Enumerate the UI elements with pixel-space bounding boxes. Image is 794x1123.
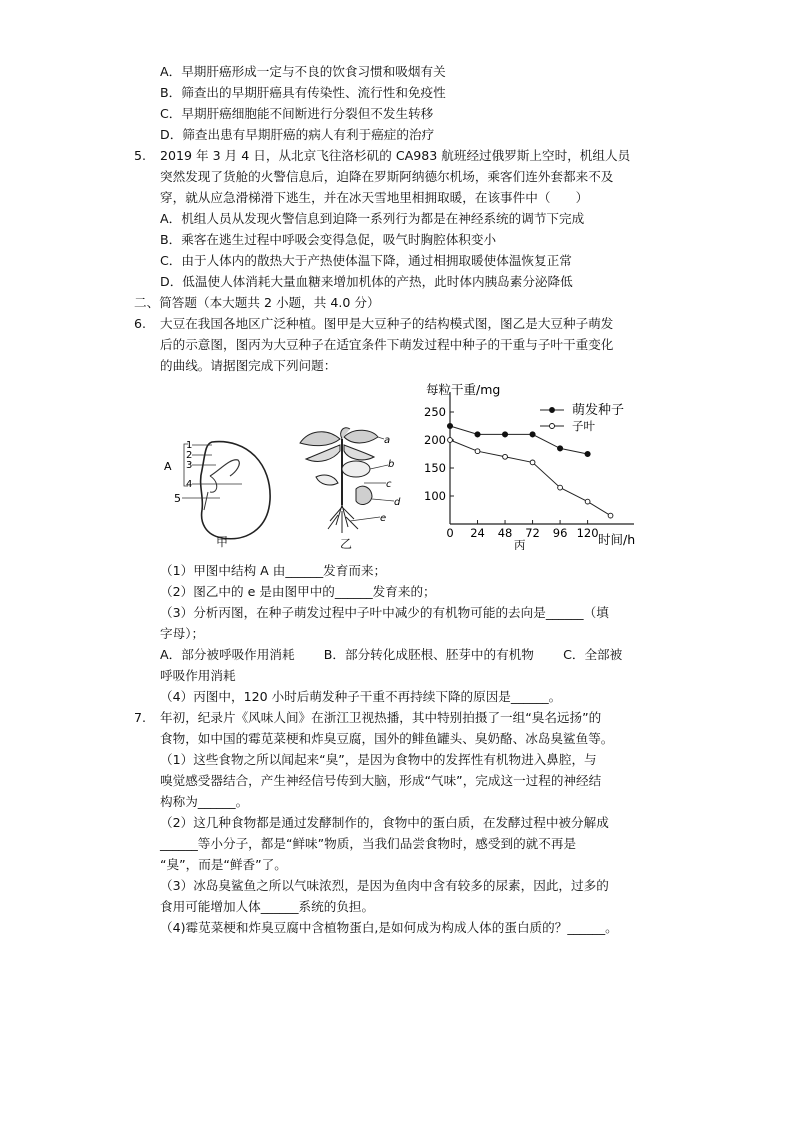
q5-option-c: C．由于人体内的散热大于产热使体温下降，通过相拥取暖使体温恢复正常 <box>160 253 572 268</box>
q6-part: （4）丙图中，120 小时后萌发种子干重不再持续下降的原因是______。 <box>160 689 562 704</box>
figure-jia-caption: 甲 <box>216 535 229 549</box>
q6-part: （2）图乙中的 e 是由图甲中的______发育来的； <box>160 584 436 599</box>
q5-option-b: B．乘客在逃生过程中呼吸会变得急促，吸气时胸腔体积变小 <box>160 232 497 247</box>
chart-legend-marker <box>550 408 555 413</box>
q7-part: （2）这几种食物都是通过发酵制作的，食物中的蛋白质，在发酵过程中被分解成 <box>160 815 609 830</box>
chart-y-tick-label: 200 <box>424 433 446 447</box>
q4-option-c: C．早期肝癌细胞能不间断进行分裂但不发生转移 <box>160 106 434 121</box>
chart-point-cotyledon <box>503 454 508 459</box>
q7-part: （3）冰岛臭鲨鱼之所以气味浓烈，是因为鱼肉中含有较多的尿素，因此，过多的 <box>160 878 609 893</box>
q7-part: 食用可能增加人体______系统的负担。 <box>160 899 375 914</box>
chart-x-tick-label: 48 <box>497 526 513 540</box>
chart-point-seed <box>475 432 480 437</box>
q7-part: “臭”，而是“鲜香”了。 <box>160 857 287 872</box>
chart-y-tick-label: 150 <box>424 461 446 475</box>
q6-part: 字母）； <box>160 626 205 641</box>
q5-stem-line: 突然发现了货舱的火警信息后，迫降在罗斯阿纳德尔机场，乘客们连外套都来不及 <box>160 169 614 184</box>
chart-x-tick-label: 72 <box>525 526 540 540</box>
chart-point-cotyledon <box>558 485 563 490</box>
q7-part: （4)霉苋菜梗和炸臭豆腐中含植物蛋白,是如何成为构成人体的蛋白质的？______。 <box>160 920 618 935</box>
q5-number: 5. <box>134 148 147 163</box>
chart-point-seed <box>447 423 452 428</box>
chart-x-tick-label: 0 <box>446 526 454 540</box>
chart-legend-label: 子叶 <box>572 419 595 433</box>
q7-part: 构称为______。 <box>160 794 249 809</box>
q6-part: （3）分析丙图，在种子萌发过程中子叶中减少的有机物可能的去向是______（填 <box>160 605 609 620</box>
q6-stem-line: 的曲线。请据图完成下列问题： <box>160 358 337 373</box>
q7-number: 7. <box>134 710 147 725</box>
chart-point-seed <box>557 446 562 451</box>
q7-part: ______等小分子，都是“鲜味”物质，当我们品尝食物时，感受到的就不再是 <box>160 836 577 851</box>
chart-point-cotyledon <box>585 499 590 504</box>
chart-ylabel: 每粒干重/mg <box>426 382 501 397</box>
figure-bing-chart <box>410 378 660 550</box>
q6-part-options: A．部分被呼吸作用消耗 B．部分转化成胚根、胚芽中的有机物 C．全部被 <box>160 647 623 662</box>
figure-jia-seed <box>150 430 280 550</box>
q4-option-a: A．早期肝癌形成一定与不良的饮食习惯和吸烟有关 <box>160 64 446 79</box>
q6-part: （1）甲图中结构 A 由______发育而来； <box>160 563 387 578</box>
section-title: 二、简答题（本大题共 2 小题，共 4.0 分） <box>134 295 380 310</box>
chart-point-seed <box>502 432 507 437</box>
chart-x-tick-label: 120 <box>576 526 599 540</box>
chart-point-cotyledon <box>475 449 480 454</box>
q6-stem-line: 后的示意图，图丙为大豆种子在适宜条件下萌发过程中种子的干重与子叶干重变化 <box>160 337 614 352</box>
chart-point-cotyledon <box>608 513 613 518</box>
chart-y-tick-label: 100 <box>424 489 446 503</box>
chart-point-cotyledon <box>448 438 453 443</box>
chart-legend-label: 萌发种子 <box>572 403 625 418</box>
chart-point-seed <box>530 432 535 437</box>
q5-stem-line: 穿，就从应急滑梯滑下逃生，并在冰天雪地里相拥取暖，在该事件中（ ） <box>160 190 589 205</box>
jia-label: 3 <box>186 460 193 471</box>
jia-label: 4 <box>186 479 193 490</box>
chart-caption: 丙 <box>514 538 526 550</box>
chart-series-line <box>450 426 588 454</box>
chart-point-seed <box>585 451 590 456</box>
chart-xlabel: 时间/h <box>598 532 636 547</box>
jia-label: 1 <box>186 440 193 451</box>
q7-stem-line: 年初，纪录片《风味人间》在浙江卫视热播，其中特别拍摄了一组“臭名远扬”的 <box>160 710 602 725</box>
chart-point-cotyledon <box>530 460 535 465</box>
yi-label: b <box>388 459 395 470</box>
q6-number: 6. <box>134 316 147 331</box>
jia-label-A: A <box>164 460 172 473</box>
chart-y-tick-label: 250 <box>424 405 446 419</box>
yi-label: a <box>384 435 391 446</box>
chart-x-tick-label: 96 <box>552 526 568 540</box>
q5-option-a: A．机组人员从发现火警信息到迫降一系列行为都是在神经系统的调节下完成 <box>160 211 585 226</box>
q4-option-d: D．筛查出患有早期肝癌的病人有利于癌症的治疗 <box>160 127 435 142</box>
yi-label: c <box>386 479 392 490</box>
q7-part: 嗅觉感受器结合，产生神经信号传到大脑，形成“气味”，完成这一过程的神经结 <box>160 773 602 788</box>
q5-stem-line: 2019 年 3 月 4 日，从北京飞往洛杉矶的 CA983 航班经过俄罗斯上空时，机组人员 <box>160 148 631 163</box>
chart-x-tick-label: 24 <box>470 526 485 540</box>
figure-yi-caption: 乙 <box>340 537 353 551</box>
q6-stem-line: 大豆在我国各地区广泛种植。图甲是大豆种子的结构模式图，图乙是大豆种子萌发 <box>160 316 614 331</box>
q4-option-b: B．筛查出的早期肝癌具有传染性、流行性和免疫性 <box>160 85 446 100</box>
jia-label: 5 <box>174 492 181 505</box>
jia-label: 2 <box>186 450 193 461</box>
yi-label: e <box>380 513 387 524</box>
figure-yi-seedling <box>280 425 410 545</box>
q7-part: （1）这些食物之所以闻起来“臭”，是因为食物中的发挥性有机物进入鼻腔，与 <box>160 752 597 767</box>
q6-part: 呼吸作用消耗 <box>160 668 236 683</box>
yi-label: d <box>394 497 401 508</box>
q5-option-d: D．低温使人体消耗大量血糖来增加机体的产热，此时体内胰岛素分泌降低 <box>160 274 573 289</box>
chart-legend-marker <box>550 424 555 429</box>
q7-stem-line: 食物，如中国的霉苋菜梗和炸臭豆腐，国外的鲱鱼罐头、臭奶酪、冰岛臭鲨鱼等。 <box>160 731 614 746</box>
